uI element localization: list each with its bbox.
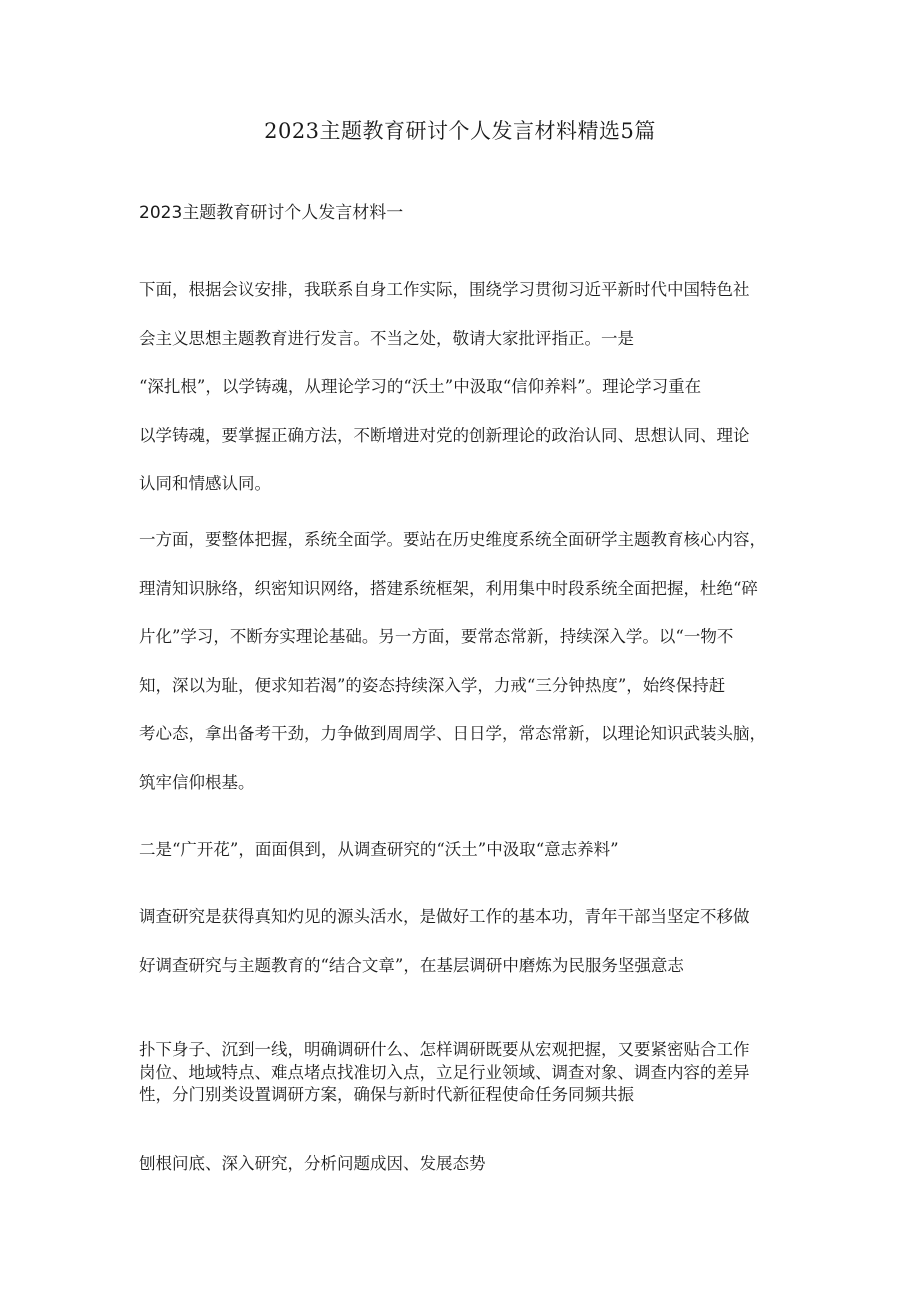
paragraph-section-two-heading [139,826,789,875]
paragraph-line: 片化”学习，不断夯实理论基础。另一方面，要常态常新，持续深入学。以“一物不 [139,627,734,646]
paragraph-line: 会主义思想主题教育进行发言。不当之处，敬请大家批评指正。一是 [139,328,634,348]
paragraph-line: 好调查研究与主题教育的“结合文章”，在基层调研中磨炼为民服务坚强意志 [139,955,684,975]
paragraph-line: 理清知识脉络，织密知识网络，搭建系统框架，利用集中时段系统全面把握，杜绝“碎 [139,578,758,598]
paragraph-study-method [139,516,789,807]
paragraph-line: 知，深以为耻，便求知若渴”的姿态持续深入学，力戒“三分钟热度”，始终保持赶 [139,675,726,695]
paragraph-line: 下面，根据会议安排，我联系自身工作实际，围绕学习贯彻习近平新时代中国特色社 [139,280,750,299]
paragraph-line: 性，分门别类设置调研方案，确保与新时代新征程使命任务同频共振 [139,1085,634,1104]
paragraph-fieldwork [139,1039,789,1107]
paragraph-line: 以学铸魂，要掌握正确方法，不断增进对党的创新理论的政治认同、思想认同、理论 [139,425,750,445]
paragraph-line: 刨根问底、深入研究，分析问题成因、发展态势 [139,1154,486,1173]
paragraph-line: 认同和情感认同。 [139,474,271,493]
section-subtitle: 2023主题教育研讨个人发言材料一 [139,203,404,223]
paragraph-line: “深扎根”，以学铸魂，从理论学习的“沃土”中汲取“信仰养料”。理论学习重在 [139,377,702,396]
paragraph-line: 岗位、地域特点、难点堵点找准切入点，立足行业领域、调查对象、调查内容的差异 [139,1062,750,1082]
paragraph-intro [139,266,789,509]
paragraph-research [139,893,789,990]
paragraph-line: 考心态，拿出备考干劲，力争做到周周学、日日学，常态常新，以理论知识武装头脑， [139,724,766,743]
document-title: 2023主题教育研讨个人发言材料精选5篇 [264,119,656,143]
paragraph-analysis [139,1140,789,1189]
paragraph-line: 一方面，要整体把握，系统全面学。要站在历史维度系统全面研学主题教育核心内容， [139,530,766,549]
paragraph-line: 筑牢信仰根基。 [139,772,255,792]
paragraph-line: 调查研究是获得真知灼见的源头活水，是做好工作的基本功，青年干部当坚定不移做 [139,907,750,926]
paragraph-line: 二是“广开花”，面面俱到，从调查研究的“沃土”中汲取“意志养料” [139,840,619,859]
paragraph-line: 扑下身子、沉到一线，明确调研什么、怎样调研既要从宏观把握，又要紧密贴合工作 [139,1040,750,1059]
